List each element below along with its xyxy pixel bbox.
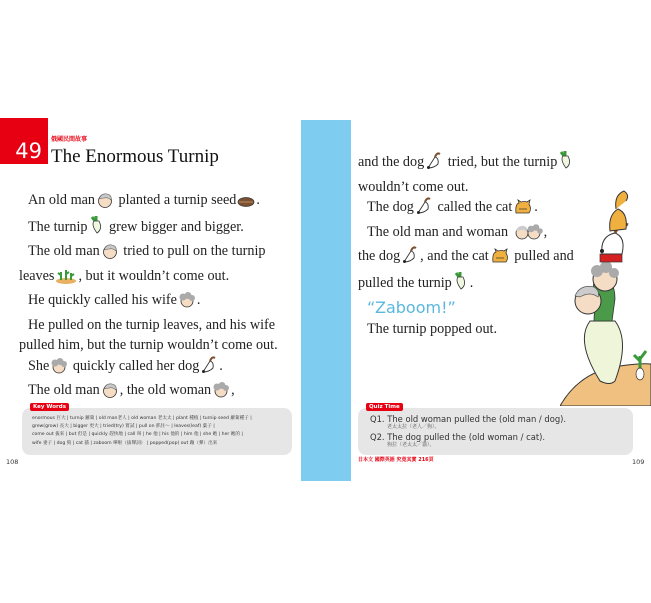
old-man-icon: [101, 382, 119, 405]
quiz-question-text: Q2. The dog pulled the (old woman / cat).: [370, 432, 546, 442]
old-woman-icon: [212, 382, 230, 405]
dog-icon: [415, 197, 433, 222]
dog-icon: [200, 356, 218, 381]
story-line: and the dog tried, but the turnip: [358, 150, 598, 177]
book-spine: [301, 120, 351, 481]
story-number: 49: [15, 139, 42, 163]
story-line: The old man and woman ,: [358, 222, 598, 247]
quiz-question-1: [370, 414, 566, 431]
story-line: The dog called the cat .: [358, 197, 598, 222]
zaboom-exclamation: “Zaboom!”: [367, 298, 456, 317]
story-subtitle: 俄國民間故事: [51, 136, 88, 143]
old-man-icon: [101, 243, 119, 266]
story-line: pulled him, but the turnip wouldn’t come out.: [19, 337, 278, 353]
quiz-question-translation: 狗拉（老太太／貓）。: [387, 442, 435, 448]
cat-icon: [513, 199, 533, 222]
left-page: [0, 118, 300, 480]
story-title: The Enormous Turnip: [51, 146, 219, 167]
story-line: She quickly called her dog .: [19, 356, 299, 381]
key-words-row: come out 拔來 | but 但是 | quickly 趕快地 | call 叫 | he 他 | his 他的 | him 他 | she 她 | her 她的 |: [32, 432, 243, 438]
footer-reference: 日本文 國際英語 究竟其實 216頁: [358, 457, 434, 463]
key-words-row: enormous 巨大 | turnip 蘿蔔 | old man老人 | old woman 老太太 | plant 種植 | turnip seed 蘿蔔種子 |: [32, 416, 252, 421]
dog-icon: [425, 152, 443, 177]
story-line: wouldn’t come out.: [358, 178, 469, 195]
quiz-question-text: Q1. The old woman pulled the (old man / dog).: [370, 414, 567, 424]
old-couple-icon: [513, 224, 543, 247]
story-line: He pulled on the turnip leaves, and his wife: [28, 316, 276, 333]
story-line: An old man planted a turnip seed .: [19, 190, 299, 215]
story-line: He quickly called his wife .: [19, 290, 299, 315]
story-line: The old man tried to pull on the turnip: [19, 241, 299, 266]
quiz-label: Quiz Time: [366, 403, 403, 411]
story-number-badge: [0, 118, 48, 164]
key-words-label: Key Words: [30, 403, 69, 411]
key-words-row: grew(grow) 長大 | bigger 更大 | tried(try) 嘗試 | pull on 抓住～ | leaves(leaf) 葉子 |: [32, 424, 215, 430]
left-story-text: [19, 190, 299, 405]
right-page: [350, 118, 651, 480]
key-words-box: [22, 404, 292, 455]
old-man-icon: [96, 192, 114, 215]
story-line: pulled the turnip .: [358, 271, 598, 298]
turnip-pull-illustration: [560, 181, 651, 406]
page-number-right: 109: [632, 458, 645, 466]
story-line: leaves , but it wouldn’t come out.: [19, 266, 299, 291]
turnip-icon: [558, 150, 574, 177]
old-woman-icon: [50, 358, 68, 381]
story-line: The turnip popped out.: [367, 321, 498, 337]
story-line: the dog , and the cat pulled and: [358, 246, 598, 271]
story-line: The old man , the old woman ,: [19, 380, 299, 405]
dog-icon: [401, 246, 419, 271]
key-words-row: wife 妻子 | dog 狗 | cat 貓 | zaboom 嘩啦（拔聲詞） | popped(pop) out 蹦（彈）出來: [32, 440, 218, 446]
cat-icon: [490, 248, 510, 271]
story-line: The turnip grew bigger and bigger.: [19, 215, 299, 242]
seed-icon: [237, 194, 255, 215]
turnip-icon: [453, 271, 469, 298]
leaves-icon: [55, 268, 77, 291]
quiz-box: [358, 404, 633, 455]
old-woman-icon: [178, 292, 196, 315]
quiz-question-translation: 老太太拉（老人／狗）。: [387, 424, 440, 430]
quiz-question-2: [370, 432, 545, 449]
key-words-list: [32, 415, 252, 448]
page-number-left: 108: [6, 458, 19, 466]
turnip-icon: [89, 215, 105, 242]
